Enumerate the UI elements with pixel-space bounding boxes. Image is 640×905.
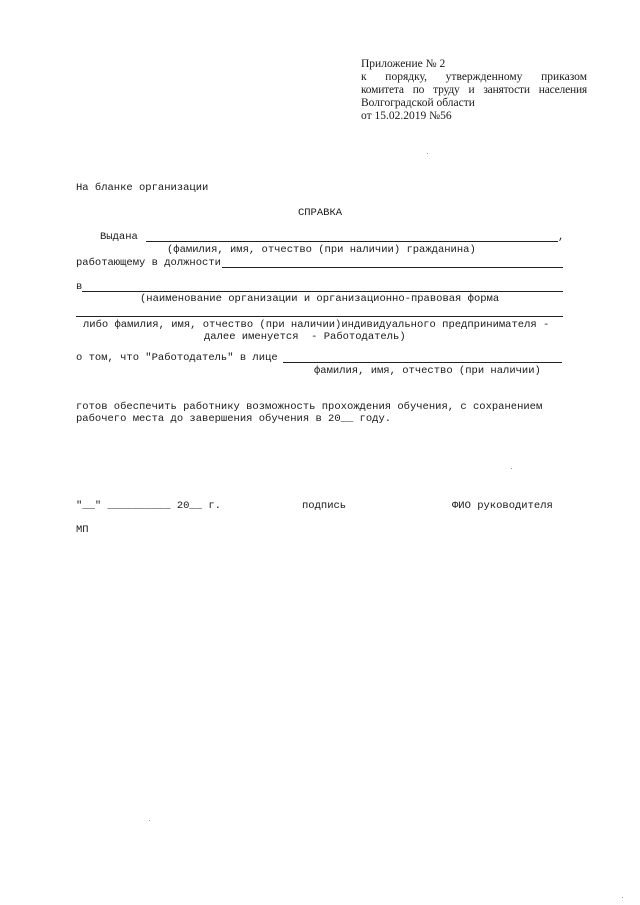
letterhead-note: На бланке организации (76, 182, 209, 194)
position-label: работающему в должности (76, 257, 221, 269)
issued-comma: , (558, 231, 565, 243)
signature-sign-label: подпись (302, 500, 347, 512)
employer-rep-field-line (283, 362, 562, 363)
issued-label: Выдана (100, 231, 138, 243)
signature-head-label: ФИО руководителя (452, 500, 553, 512)
scan-speck (511, 468, 512, 469)
body-line-1: готов обеспечить работнику возможность прохождения обучения, с сохранением (76, 401, 543, 413)
appendix-block (361, 58, 587, 123)
org-hint-2: либо фамилия, имя, отчество (при наличии)индивидуального предпринимателя - (83, 319, 550, 331)
org-field-line-2 (76, 316, 563, 317)
appendix-line-region: Волгоградской области (361, 97, 475, 109)
scan-speck (622, 897, 623, 898)
org-hint-1: (наименование организации и организационно-правовая форма (140, 293, 500, 305)
employer-rep-label: о том, что "Работодатель" в лице (76, 352, 278, 364)
appendix-line-committee: комитета по труду и занятости населения (361, 84, 587, 96)
signature-date: "__" __________ 20__ г. (76, 500, 221, 512)
issued-to-field-line (146, 241, 558, 242)
employer-rep-hint: фамилия, имя, отчество (при наличии) (314, 365, 541, 377)
org-hint-3: далее именуется - Работодатель) (204, 331, 406, 343)
org-prefix: в (76, 281, 83, 293)
scan-speck (149, 820, 150, 821)
org-field-line (82, 291, 563, 292)
appendix-date: от 15.02.2019 №56 (361, 110, 452, 122)
position-field-line (222, 267, 563, 268)
appendix-line-order: к порядку, утвержденному приказом (361, 71, 587, 83)
issued-hint: (фамилия, имя, отчество (при наличии) гражданина) (167, 244, 476, 256)
appendix-number: Приложение № 2 (361, 58, 446, 70)
doc-title: СПРАВКА (297, 207, 343, 219)
body-line-2: рабочего места до завершения обучения в 20__ году. (76, 413, 392, 425)
scan-speck (427, 153, 428, 154)
stamp-label: МП (76, 524, 89, 536)
